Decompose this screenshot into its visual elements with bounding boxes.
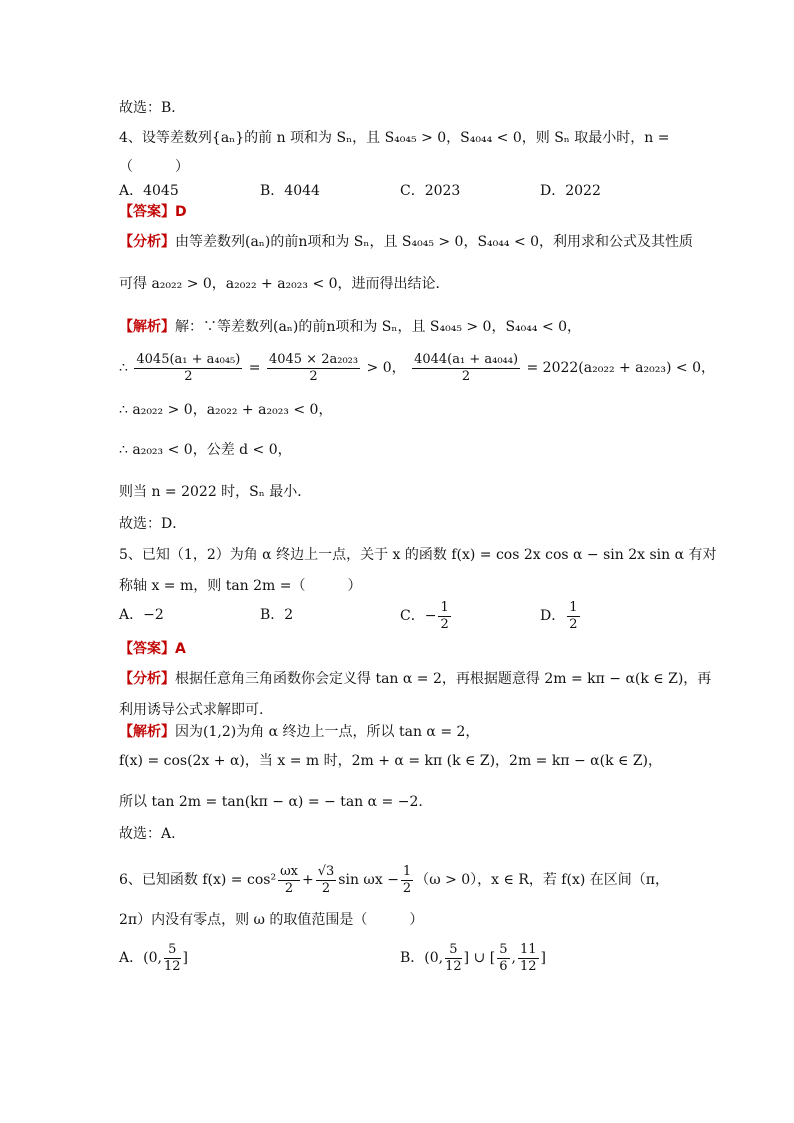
solution-text: 所以 tan 2m = tan(kπ − α) = − tan α = −2. [119,794,423,810]
option-b: B．2 [260,607,294,623]
question-6-stem: 2π）内没有零点，则 ω 的取值范围是（ ） [119,912,424,928]
answer-value: D [175,204,187,220]
option-d [540,598,582,634]
answer-line [119,202,187,222]
solution-tag: 【解析】 [119,724,175,740]
denominator: 12 [163,958,181,974]
equation-tail: = 2022(a₂₀₂₂ + a₂₀₂₃) < 0， [526,360,715,376]
solution-text: 故选：D． [119,516,187,532]
numerator: 5 [164,942,181,959]
fraction [316,864,337,897]
stem-text: （ω > 0），x ∈ R，若 f(x) 在区间（π， [415,872,669,888]
answer-line [119,639,186,659]
numerator: 1 [569,599,578,615]
numerator: 4045(a₁ + a₄₀₄₅) [136,351,241,367]
question-4-stem: 4、设等差数列{aₙ}的前 n 项和为 Sₙ，且 S₄₀₄₅ > 0，S₄₀₄₄ < 0，则 Sₙ 取最小时，n = [119,130,670,146]
option-a: A．−2 [119,607,164,623]
solution-tag: 【解析】 [119,319,175,335]
comma-symbol: , [511,950,516,966]
analysis-text: 根据任意角三角函数你会定义得 tan α = 2，再根据题意得 2m = kπ − α(k ∈ Z)，再 [175,671,712,687]
question-4-blank: （ ） [119,159,189,175]
denominator: 12 [519,958,537,974]
option-b: B．4044 [260,183,320,199]
analysis-line [119,669,711,689]
denominator: 2 [184,368,193,384]
solution-text: ∴ a₂₀₂₂ > 0，a₂₀₂₂ + a₂₀₂₃ < 0， [119,402,333,418]
option-label: D． [540,608,566,624]
union-symbol: ] ∪ [ [463,950,496,966]
interval-open: (0, [424,950,444,966]
numerator: √3 [317,863,335,879]
numerator: 1 [402,863,412,879]
solution-text: f(x) = cos(2x + α)，当 x = m 时，2m + α = kπ (k ∈ Z)，2m = kπ − α(k ∈ Z)， [119,753,663,769]
denominator: 2 [440,616,449,632]
inequality: > 0， [366,360,406,376]
numerator: 5 [499,941,508,957]
analysis-tag: 【分析】 [119,671,175,687]
fraction [567,600,579,633]
fraction [445,942,462,975]
solution-text: 因为(1,2)为角 α 终边上一点，所以 tan α = 2， [175,724,480,740]
equals-symbol: = [248,360,261,376]
solution-text: 解：∵等差数列(aₙ)的前n项和为 Sₙ，且 S₄₀₄₅ > 0，S₄₀₄₄ < 0， [175,319,582,335]
fraction [267,352,360,385]
option-d: D．2022 [540,183,601,199]
denominator: 2 [569,616,578,632]
numerator: 1 [440,599,449,615]
fraction [134,352,242,385]
solution-text: 则当 n = 2022 时，Sₙ 最小． [119,484,312,500]
interval-close: ] [182,950,188,966]
analysis-tag: 【分析】 [119,234,175,250]
plus-symbol: + [302,872,314,888]
numerator: 5 [445,942,462,959]
fraction [401,864,413,897]
solution-text: 故选：A. [119,826,176,842]
option-b [400,940,546,976]
denominator: 2 [321,880,331,896]
option-c [400,598,453,634]
fraction [412,352,520,385]
denominator: 2 [284,880,294,896]
option-label: B． [400,950,425,966]
numerator: 11 [519,941,537,957]
interval-close: ] [540,950,546,966]
answer-tag: 【答案】 [119,204,175,220]
denominator: 2 [402,880,412,896]
solution-line [119,722,479,742]
option-label: C．− [400,608,437,624]
solution-line [119,317,581,337]
fraction [518,942,539,975]
answer-tag: 【答案】 [119,641,175,657]
text-line: 故选：B． [119,100,186,116]
option-c: C．2023 [400,183,461,199]
denominator: 2 [461,368,471,384]
fraction [278,864,300,897]
question-5-stem: 称轴 x = m，则 tan 2m =（ ） [119,578,362,594]
question-6-stem [119,862,669,898]
denominator: 12 [445,958,462,974]
option-a [119,940,188,976]
option-label: A． [119,950,144,966]
answer-value: A [175,641,186,657]
analysis-text: 由等差数列(aₙ)的前n项和为 Sₙ，且 S₄₀₄₅ > 0，S₄₀₄₄ < 0，利用求和公式及其性质 [175,234,694,250]
denominator: 6 [499,958,508,974]
stem-text: 6、已知函数 f(x) = cos² [119,872,277,888]
analysis-text: 可得 a₂₀₂₂ > 0，a₂₀₂₂ + a₂₀₂₃ < 0，进而得出结论． [119,276,450,292]
interval-open: (0, [143,950,162,966]
therefore-symbol: ∴ [119,360,128,376]
fraction [164,942,181,975]
solution-text: ∴ a₂₀₂₃ < 0，公差 d < 0， [119,442,292,458]
equation-line [119,350,715,386]
fraction [497,942,509,975]
fraction [438,600,450,633]
analysis-text: 利用诱导公式求解即可. [119,702,264,718]
numerator: ωx [280,863,298,879]
option-a: A．4045 [119,183,179,199]
numerator: 4045 × 2a₂₀₂₃ [268,351,359,367]
analysis-line [119,232,693,252]
question-5-stem: 5、已知（1，2）为角 α 终边上一点，关于 x 的函数 f(x) = cos 2x cos α − sin 2x sin α 有对 [119,547,717,563]
stem-text: sin ωx − [338,872,399,888]
numerator: 4044(a₁ + a₄₀₄₄) [414,351,519,367]
denominator: 2 [309,368,318,384]
